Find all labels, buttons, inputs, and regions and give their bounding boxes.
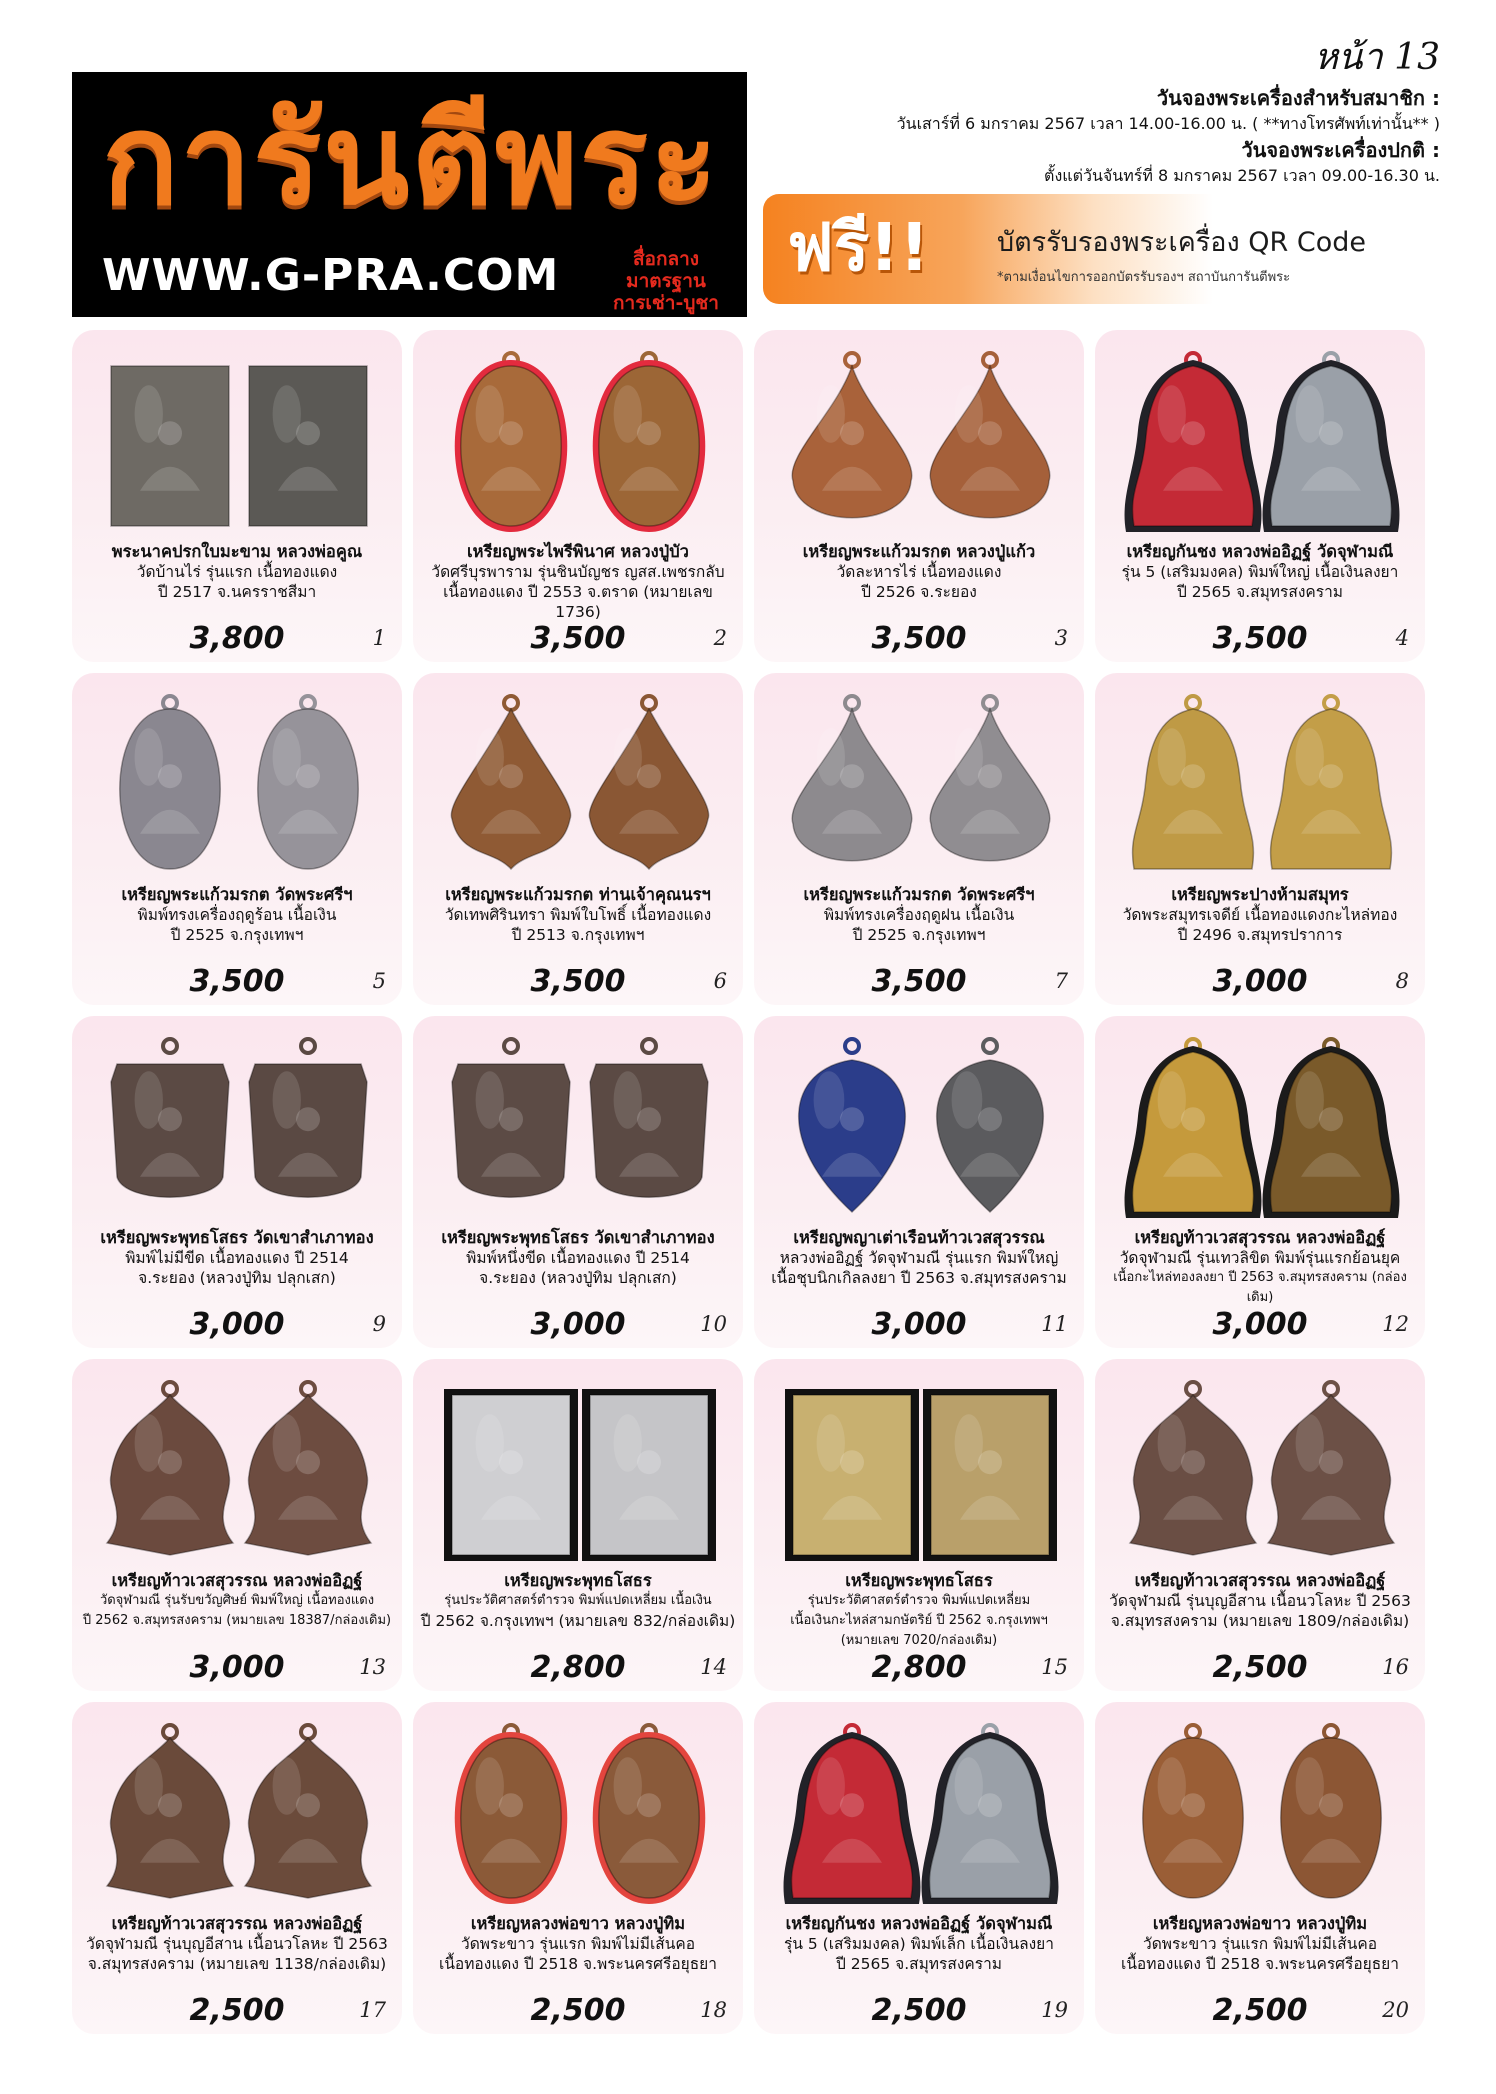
back-amulet-image bbox=[589, 696, 708, 869]
amulet-photo bbox=[1105, 1030, 1415, 1220]
amulet-description bbox=[78, 885, 396, 945]
amulet-detail-line: เนื้อกะไหล่ทองลงยา ปี 2563 จ.สมุทรสงคราม (กล่องเดิม) bbox=[1113, 1270, 1407, 1305]
amulet-detail-line: เนื้อทองแดง ปี 2553 จ.ตราด (หมายเลข 1736) bbox=[443, 583, 713, 621]
amulet-detail-line: วัดศรีบุรพาราม รุ่นชินบัญชร ญสส.เพชรกลับ bbox=[431, 563, 725, 581]
amulet-photo bbox=[82, 687, 392, 877]
amulet-card-7[interactable] bbox=[754, 673, 1084, 1005]
amulet-detail-line: จ.สมุทรสงคราม (หมายเลข 1138/กล่องเดิม) bbox=[87, 1955, 387, 1973]
item-number: 15 bbox=[1041, 1655, 1068, 1679]
amulet-description bbox=[1101, 1228, 1419, 1308]
amulet-photo bbox=[82, 344, 392, 534]
amulet-card-16[interactable] bbox=[1095, 1359, 1425, 1691]
back-amulet-image bbox=[1268, 1382, 1394, 1555]
front-amulet-image bbox=[452, 1039, 570, 1197]
normal-reservation-time: ตั้งแต่วันจันทร์ที่ 8 มกราคม 2567 เวลา 09.00-16.30 น. bbox=[1044, 166, 1440, 185]
amulet-name: เหรียญกันชง หลวงพ่ออิฏฐ์ วัดจุฬามณี bbox=[1126, 542, 1394, 561]
amulet-photo bbox=[764, 1373, 1074, 1563]
item-number: 11 bbox=[1041, 1312, 1068, 1336]
amulet-price: 2,800 bbox=[871, 1650, 967, 1685]
amulet-description bbox=[1101, 1914, 1419, 1974]
amulet-name: เหรียญพระปางห้ามสมุทร bbox=[1171, 885, 1349, 904]
back-amulet-image bbox=[1263, 353, 1400, 532]
amulet-price: 3,500 bbox=[530, 964, 626, 999]
logo-tagline-line-2: การเช่า-บูชา bbox=[613, 292, 719, 314]
amulet-detail-line: จ.สมุทรสงคราม (หมายเลข 1809/กล่องเดิม) bbox=[1110, 1612, 1410, 1630]
front-amulet-image bbox=[107, 1725, 233, 1898]
amulet-card-12[interactable] bbox=[1095, 1016, 1425, 1348]
item-number: 18 bbox=[700, 1998, 727, 2022]
amulet-detail-line: พิมพ์ไม่มีขีด เนื้อทองแดง ปี 2514 bbox=[125, 1249, 349, 1267]
amulet-description bbox=[760, 1571, 1078, 1651]
amulet-detail-line: ปี 2526 จ.ระยอง bbox=[861, 583, 977, 601]
amulet-price: 3,800 bbox=[189, 621, 285, 656]
amulet-detail-line: วัดละหารไร่ เนื้อทองแดง bbox=[836, 563, 1002, 581]
amulet-card-14[interactable] bbox=[413, 1359, 743, 1691]
amulet-description bbox=[760, 885, 1078, 945]
amulet-description bbox=[419, 885, 737, 945]
amulet-description bbox=[1101, 542, 1419, 602]
item-number: 7 bbox=[1054, 969, 1068, 993]
amulet-description bbox=[1101, 885, 1419, 945]
amulet-price: 3,500 bbox=[871, 964, 967, 999]
item-number: 12 bbox=[1382, 1312, 1409, 1336]
amulet-price: 3,000 bbox=[189, 1307, 285, 1342]
item-number: 8 bbox=[1395, 969, 1409, 993]
amulet-detail-line: ปี 2562 จ.กรุงเทพฯ (หมายเลข 832/กล่องเดิม) bbox=[420, 1612, 736, 1630]
amulet-description bbox=[760, 1914, 1078, 1974]
amulet-price: 2,800 bbox=[530, 1650, 626, 1685]
back-amulet-image bbox=[590, 1039, 708, 1197]
amulet-name: เหรียญพระแก้วมรกต หลวงปู่แก้ว bbox=[802, 542, 1036, 561]
amulet-card-9[interactable] bbox=[72, 1016, 402, 1348]
front-amulet-image bbox=[799, 1039, 906, 1212]
amulet-description bbox=[78, 1571, 396, 1631]
amulet-photo bbox=[764, 1030, 1074, 1220]
amulet-detail-line: วัดจุฬามณี รุ่นเทวลิขิต พิมพ์รุ่นแรกย้อนยุค bbox=[1119, 1249, 1401, 1267]
item-number: 16 bbox=[1382, 1655, 1409, 1679]
back-amulet-image bbox=[930, 353, 1050, 518]
front-amulet-image bbox=[1130, 1382, 1256, 1555]
reservation-schedule bbox=[740, 84, 1440, 188]
amulet-price: 3,500 bbox=[871, 621, 967, 656]
amulet-card-17[interactable] bbox=[72, 1702, 402, 2034]
amulet-name: พระนาคปรกใบมะขาม หลวงพ่อคูณ bbox=[111, 542, 363, 561]
amulet-card-6[interactable] bbox=[413, 673, 743, 1005]
back-amulet-image bbox=[1281, 1725, 1382, 1898]
amulet-photo bbox=[82, 1716, 392, 1906]
amulet-card-1[interactable] bbox=[72, 330, 402, 662]
amulet-detail-line: เนื้อทองแดง ปี 2518 จ.พระนครศรีอยุธยา bbox=[1121, 1955, 1399, 1973]
item-number: 14 bbox=[700, 1655, 727, 1679]
amulet-name: เหรียญพระพุทธโสธร bbox=[845, 1571, 993, 1590]
item-number: 6 bbox=[713, 969, 727, 993]
amulet-card-4[interactable] bbox=[1095, 330, 1425, 662]
item-number: 3 bbox=[1054, 626, 1068, 650]
amulet-name: เหรียญท้าวเวสสุวรรณ หลวงพ่ออิฏฐ์ bbox=[111, 1571, 363, 1590]
front-amulet-image bbox=[784, 1725, 921, 1904]
back-amulet-image bbox=[249, 366, 367, 526]
item-number: 4 bbox=[1395, 626, 1409, 650]
logo-tagline bbox=[596, 248, 736, 314]
amulet-description bbox=[78, 1914, 396, 1974]
amulet-detail-line: พิมพ์ทรงเครื่องฤดูฝน เนื้อเงิน bbox=[823, 906, 1015, 924]
amulet-detail-line: ปี 2496 จ.สมุทรปราการ bbox=[1177, 926, 1343, 944]
front-amulet-image bbox=[455, 1725, 568, 1904]
amulet-description bbox=[419, 1571, 737, 1631]
amulet-detail-line: พิมพ์หนึ่งขีด เนื้อทองแดง ปี 2514 bbox=[466, 1249, 690, 1267]
amulet-photo bbox=[764, 1716, 1074, 1906]
item-number: 1 bbox=[372, 626, 386, 650]
amulet-detail-line: ปี 2562 จ.สมุทรสงคราม (หมายเลข 18387/กล่องเดิม) bbox=[82, 1613, 392, 1628]
item-number: 17 bbox=[359, 1998, 386, 2022]
amulet-photo bbox=[82, 1030, 392, 1220]
amulet-detail-line: จ.ระยอง (หลวงปู่ทิม ปลุกเสก) bbox=[138, 1269, 336, 1287]
amulet-detail-line: รุ่นประวัติศาสตร์ตำรวจ พิมพ์แปดเหลี่ยม bbox=[807, 1593, 1031, 1608]
member-reservation-time: วันเสาร์ที่ 6 มกราคม 2567 เวลา 14.00-16.00 น. ( **ทางโทรศัพท์เท่านั้น** ) bbox=[896, 114, 1440, 133]
amulet-detail-line: ปี 2525 จ.กรุงเทพฯ bbox=[852, 926, 986, 944]
amulet-price: 3,500 bbox=[189, 964, 285, 999]
front-amulet-image bbox=[785, 1389, 919, 1561]
amulet-price: 3,500 bbox=[530, 621, 626, 656]
amulet-description bbox=[78, 1228, 396, 1288]
amulet-photo bbox=[423, 1373, 733, 1563]
item-number: 9 bbox=[372, 1312, 386, 1336]
amulet-description bbox=[419, 1914, 737, 1974]
amulet-detail-line: รุ่นประวัติศาสตร์ตำรวจ พิมพ์แปดเหลี่ยม เนื้อเงิน bbox=[444, 1593, 712, 1608]
amulet-photo bbox=[1105, 687, 1415, 877]
normal-reservation-heading: วันจองพระเครื่องปกติ : bbox=[1241, 138, 1440, 162]
amulet-detail-line: รุ่น 5 (เสริมมงคล) พิมพ์ใหญ่ เนื้อเงินลงยา bbox=[1121, 563, 1399, 581]
amulet-photo bbox=[82, 1373, 392, 1563]
amulet-detail-line: วัดพระขาว รุ่นแรก พิมพ์ไม่มีเส้นคอ bbox=[1142, 1935, 1378, 1953]
item-number: 20 bbox=[1382, 1998, 1409, 2022]
front-amulet-image bbox=[792, 353, 912, 518]
amulet-photo bbox=[423, 1030, 733, 1220]
front-amulet-image bbox=[1125, 1039, 1262, 1218]
amulet-detail-line: เนื้อชุบนิกเกิลลงยา ปี 2563 จ.สมุทรสงคราม bbox=[771, 1269, 1067, 1287]
amulet-card-15[interactable] bbox=[754, 1359, 1084, 1691]
amulet-photo bbox=[423, 344, 733, 534]
amulet-photo bbox=[423, 1716, 733, 1906]
amulet-price: 3,000 bbox=[1212, 964, 1308, 999]
front-amulet-image bbox=[111, 366, 229, 526]
brand-logo[interactable] bbox=[72, 72, 747, 317]
front-amulet-image bbox=[1133, 696, 1254, 869]
amulet-detail-line: ปี 2565 จ.สมุทรสงคราม bbox=[1176, 583, 1343, 601]
amulet-detail-line: พิมพ์ทรงเครื่องฤดูร้อน เนื้อเงิน bbox=[137, 906, 337, 924]
amulet-detail-line: วัดบ้านไร่ รุ่นแรก เนื้อทองแดง bbox=[136, 563, 338, 581]
amulet-detail-line: วัดจุฬามณี รุ่นบุญอีสาน เนื้อนวโลหะ ปี 2563 bbox=[86, 1935, 388, 1953]
amulet-card-13[interactable] bbox=[72, 1359, 402, 1691]
logo-title: การันตีพระ bbox=[102, 86, 720, 233]
amulet-name: เหรียญท้าวเวสสุวรรณ หลวงพ่ออิฏฐ์ bbox=[111, 1914, 363, 1933]
amulet-name: เหรียญพญาเต่าเรือนท้าวเวสสุวรรณ bbox=[793, 1228, 1045, 1247]
amulet-name: เหรียญพระพุทธโสธร วัดเขาสำเภาทอง bbox=[100, 1228, 374, 1247]
logo-tagline-line-1: สื่อกลาง มาตรฐาน bbox=[626, 248, 706, 292]
amulet-name: เหรียญพระไพรีพินาศ หลวงปู่บัว bbox=[467, 542, 689, 561]
amulet-detail-line: วัดพระขาว รุ่นแรก พิมพ์ไม่มีเส้นคอ bbox=[460, 1935, 696, 1953]
item-number: 19 bbox=[1041, 1998, 1068, 2022]
amulet-name: เหรียญพระพุทธโสธร bbox=[504, 1571, 652, 1590]
amulet-detail-line: วัดจุฬามณี รุ่นรับขวัญศิษย์ พิมพ์ใหญ่ เนื้อทองแดง bbox=[99, 1593, 375, 1608]
amulet-detail-line: วัดเทพศิรินทรา พิมพ์ใบโพธิ์ เนื้อทองแดง bbox=[444, 906, 712, 924]
amulet-photo bbox=[1105, 344, 1415, 534]
front-amulet-image bbox=[451, 696, 570, 869]
amulet-card-3[interactable] bbox=[754, 330, 1084, 662]
amulet-card-5[interactable] bbox=[72, 673, 402, 1005]
back-amulet-image bbox=[923, 1389, 1057, 1561]
front-amulet-image bbox=[111, 1039, 229, 1197]
amulet-card-19[interactable] bbox=[754, 1702, 1084, 2034]
amulet-detail-line: ปี 2565 จ.สมุทรสงคราม bbox=[835, 1955, 1002, 1973]
amulet-detail-line: เนื้อทองแดง ปี 2518 จ.พระนครศรีอยุธยา bbox=[439, 1955, 717, 1973]
amulet-card-2[interactable] bbox=[413, 330, 743, 662]
amulet-detail-line: จ.ระยอง (หลวงปู่ทิม ปลุกเสก) bbox=[479, 1269, 677, 1287]
back-amulet-image bbox=[582, 1389, 716, 1561]
amulet-price: 3,000 bbox=[871, 1307, 967, 1342]
amulet-detail-line: เนื้อเงินกะไหล่สามกษัตริย์ ปี 2562 จ.กรุงเทพฯ bbox=[790, 1613, 1048, 1628]
amulet-price: 3,000 bbox=[189, 1650, 285, 1685]
amulet-detail-line: ปี 2513 จ.กรุงเทพฯ bbox=[511, 926, 645, 944]
amulet-name: เหรียญท้าวเวสสุวรรณ หลวงพ่ออิฏฐ์ bbox=[1134, 1228, 1386, 1247]
amulet-name: เหรียญหลวงพ่อขาว หลวงปู่ทิม bbox=[1152, 1914, 1368, 1933]
amulet-name: เหรียญกันชง หลวงพ่ออิฏฐ์ วัดจุฬามณี bbox=[785, 1914, 1053, 1933]
front-amulet-image bbox=[455, 353, 568, 532]
amulet-name: เหรียญพระพุทธโสธร วัดเขาสำเภาทอง bbox=[441, 1228, 715, 1247]
amulet-detail-line: วัดจุฬามณี รุ่นบุญอีสาน เนื้อนวโลหะ ปี 2563 bbox=[1109, 1592, 1411, 1610]
amulet-price: 2,500 bbox=[1212, 1993, 1308, 2028]
amulet-name: เหรียญหลวงพ่อขาว หลวงปู่ทิม bbox=[470, 1914, 686, 1933]
amulet-card-18[interactable] bbox=[413, 1702, 743, 2034]
banner-title: บัตรรับรองพระเครื่อง QR Code bbox=[997, 227, 1367, 258]
amulet-card-8[interactable] bbox=[1095, 673, 1425, 1005]
amulet-description bbox=[78, 542, 396, 602]
front-amulet-image bbox=[1125, 353, 1262, 532]
amulet-description bbox=[760, 542, 1078, 602]
amulet-description bbox=[1101, 1571, 1419, 1631]
amulet-photo bbox=[423, 687, 733, 877]
back-amulet-image bbox=[593, 1725, 706, 1904]
item-number: 2 bbox=[713, 626, 727, 650]
amulet-description bbox=[760, 1228, 1078, 1288]
page-number: หน้า 13 bbox=[1314, 37, 1440, 78]
back-amulet-image bbox=[249, 1039, 367, 1197]
amulet-photo bbox=[1105, 1716, 1415, 1906]
front-amulet-image bbox=[1143, 1725, 1244, 1898]
front-amulet-image bbox=[792, 696, 912, 861]
amulet-description bbox=[419, 542, 737, 622]
amulet-detail-line: วัดพระสมุทรเจดีย์ เนื้อทองแดงกะไหล่ทอง bbox=[1122, 906, 1398, 924]
free-certificate-banner bbox=[763, 194, 1425, 304]
amulet-description bbox=[419, 1228, 737, 1288]
amulet-detail-line: หลวงพ่ออิฏฐ์ วัดจุฬามณี รุ่นแรก พิมพ์ใหญ่ bbox=[779, 1249, 1059, 1267]
back-amulet-image bbox=[930, 696, 1050, 861]
back-amulet-image bbox=[258, 696, 359, 869]
item-number: 10 bbox=[700, 1312, 727, 1336]
amulet-card-11[interactable] bbox=[754, 1016, 1084, 1348]
amulet-detail-line: ปี 2525 จ.กรุงเทพฯ bbox=[170, 926, 304, 944]
amulet-price: 2,500 bbox=[189, 1993, 285, 2028]
amulet-photo bbox=[764, 344, 1074, 534]
back-amulet-image bbox=[245, 1725, 371, 1898]
front-amulet-image bbox=[444, 1389, 578, 1561]
back-amulet-image bbox=[922, 1725, 1059, 1904]
amulet-photo bbox=[1105, 1373, 1415, 1563]
amulet-card-20[interactable] bbox=[1095, 1702, 1425, 2034]
amulet-price: 2,500 bbox=[1212, 1650, 1308, 1685]
amulet-grid bbox=[72, 330, 1425, 2034]
back-amulet-image bbox=[937, 1039, 1044, 1212]
member-reservation-heading: วันจองพระเครื่องสำหรับสมาชิก : bbox=[1156, 86, 1440, 110]
amulet-detail-line: รุ่น 5 (เสริมมงคล) พิมพ์เล็ก เนื้อเงินลงยา bbox=[784, 1935, 1054, 1953]
amulet-detail-line: ปี 2517 จ.นครราชสีมา bbox=[157, 583, 317, 601]
front-amulet-image bbox=[120, 696, 221, 869]
amulet-name: เหรียญท้าวเวสสุวรรณ หลวงพ่ออิฏฐ์ bbox=[1134, 1571, 1386, 1590]
banner-note: *ตามเงื่อนไขการออกบัตรรับรองฯ สถาบันการันตีพระ bbox=[997, 270, 1291, 285]
item-number: 5 bbox=[372, 969, 386, 993]
logo-url: WWW.G-PRA.COM bbox=[102, 250, 560, 301]
amulet-detail-line: (หมายเลข 7020/กล่องเดิม) bbox=[840, 1633, 998, 1648]
amulet-name: เหรียญพระแก้วมรกต วัดพระศรีฯ bbox=[803, 885, 1035, 904]
amulet-price: 3,500 bbox=[1212, 621, 1308, 656]
amulet-card-10[interactable] bbox=[413, 1016, 743, 1348]
free-badge: ฟรี!! bbox=[787, 209, 930, 286]
amulet-name: เหรียญพระแก้วมรกต วัดพระศรีฯ bbox=[121, 885, 353, 904]
back-amulet-image bbox=[1263, 1039, 1400, 1218]
amulet-name: เหรียญพระแก้วมรกต ท่านเจ้าคุณนรฯ bbox=[445, 885, 711, 904]
amulet-photo bbox=[764, 687, 1074, 877]
back-amulet-image bbox=[593, 353, 706, 532]
amulet-price: 2,500 bbox=[530, 1993, 626, 2028]
amulet-price: 3,000 bbox=[1212, 1307, 1308, 1342]
front-amulet-image bbox=[107, 1382, 233, 1555]
back-amulet-image bbox=[245, 1382, 371, 1555]
item-number: 13 bbox=[359, 1655, 386, 1679]
amulet-price: 3,000 bbox=[530, 1307, 626, 1342]
amulet-price: 2,500 bbox=[871, 1993, 967, 2028]
back-amulet-image bbox=[1271, 696, 1392, 869]
